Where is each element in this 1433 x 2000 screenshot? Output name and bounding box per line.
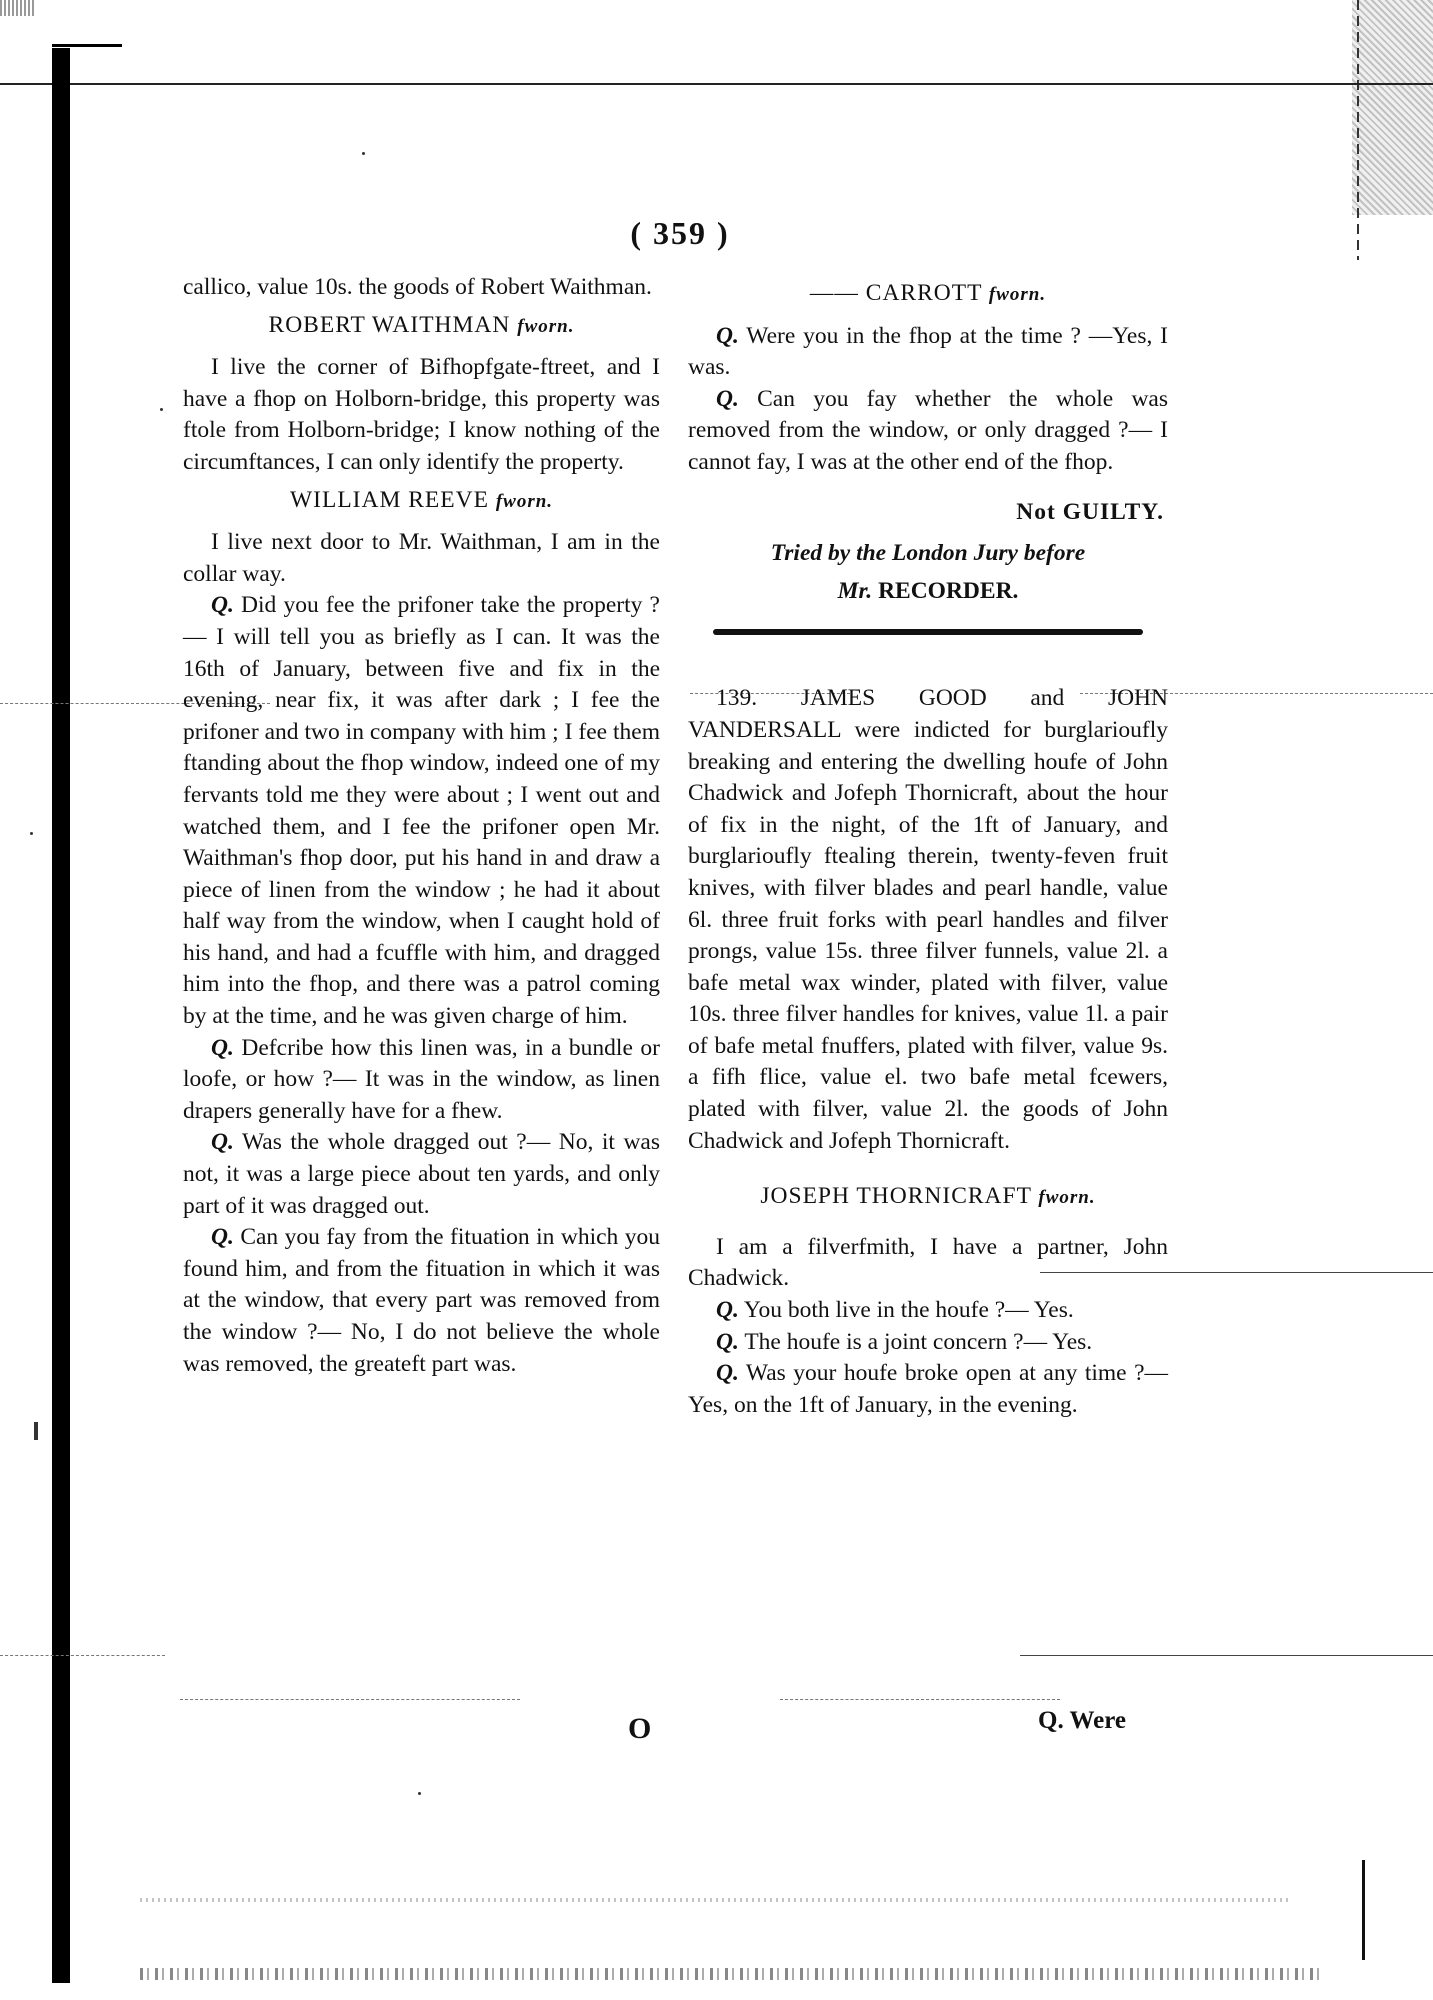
jury-note: Tried by the London Jury before xyxy=(770,540,1086,567)
paragraph: I live the corner of Bifhopfgate-ftreet, and I have a fhop on Holborn-bridge, this property was ftole from Holborn-bridge; I know nothing of the circumftances, I can only identify the property. xyxy=(183,354,660,475)
question-answer xyxy=(183,1127,660,1222)
judge-name: RECORDER. xyxy=(878,577,1019,604)
sworn-label: fworn. xyxy=(517,315,575,337)
sworn-label: fworn. xyxy=(988,284,1047,305)
question-text: Did you fee the prifoner take the property ?— I will tell you as briefly as I can. It was the 16th of January, between five and fix in the evening, near fix, it was after dark ; I fee the prifoner and two in company with him ; I fee them ftanding about the fhop window, indeed one of my fervants told me they were about ; I went out and watched them, and I fee the prifoner open Mr. Waithman's fhop door, put his hand in and draw a piece of linen from the window ; he had it about half way from the window, when I caught hold of his hand, and had a fcuffle with him, and dragged him into the fhop, and there was a patrol coming by at the time, and he was given charge of him. xyxy=(183,592,660,1030)
scan-noise xyxy=(140,1968,1320,1980)
witness-name: ROBERT WAITHMAN xyxy=(268,311,511,338)
witness-name: JOSEPH THORNICRAFT xyxy=(760,1183,1032,1210)
question-text: The houfe is a joint concern ?— Yes. xyxy=(744,1328,1093,1355)
question-answer xyxy=(688,1327,1168,1359)
case-indictment: 139. JAMES GOOD and JOHN VANDERSALL were indicted for burglarioufly breaking and entering the dwelling houfe of John Chadwick and Jofeph Thornicraft, about the hour of fix in the night, of the 1ft of January, and burglarioufly ftealing therein, twenty-feven fruit knives, with filver blades and pearl handle, value 6l. three fruit forks with pearl handles and filver prongs, value 15s. three filver funnels, value 2l. a bafe metal wax winder, plated with filver, value 10s. three filver handles for knives, value 1l. a pair of bafe metal fnuffers, plated with filver, value 9s. a fifh flice, value el. two bafe metal fcewers, plated with filver, value 2l. the goods of John Chadwick and Jofeph Thornicraft. xyxy=(688,685,1168,1154)
witness-heading xyxy=(183,485,660,518)
question-answer xyxy=(688,384,1168,479)
judge-title: Mr. xyxy=(837,577,873,604)
scan-margin-line-lower xyxy=(1362,1860,1365,1960)
page-number: ( 359 ) xyxy=(630,215,730,251)
adjacent-page-edge xyxy=(1352,0,1433,215)
question-text: Defcribe how this linen was, in a bundle or loofe, or how ?— It was in the window, as linen drapers generally have for a fhew. xyxy=(183,1034,660,1124)
question-mark: Q. xyxy=(716,1297,739,1324)
question-answer xyxy=(183,1033,660,1128)
paragraph: I live next door to Mr. Waithman, I am in the collar way. xyxy=(183,529,660,587)
scan-solid-line xyxy=(1020,1655,1433,1656)
question-answer xyxy=(183,1222,660,1380)
scan-margin-line xyxy=(1357,0,1359,260)
witness-name: —— CARROTT xyxy=(809,280,983,306)
question-answer xyxy=(183,590,660,1032)
witness-heading xyxy=(688,1181,1168,1214)
scan-top-rule xyxy=(0,83,1433,85)
scan-dash-line xyxy=(180,1699,520,1700)
scan-edge-mark xyxy=(0,0,36,16)
paragraph: I am a filverfmith, I have a partner, John Chadwick. xyxy=(688,1233,1168,1292)
scan-dash-line xyxy=(780,1699,1060,1700)
paragraph: callico, value 10s. the goods of Robert Waithman. xyxy=(183,274,652,300)
question-mark: Q. xyxy=(211,1034,234,1061)
right-column xyxy=(688,272,1168,1421)
question-mark: Q. xyxy=(211,592,234,619)
signature-mark: O xyxy=(628,1712,652,1745)
sworn-label: fworn. xyxy=(495,490,554,512)
judge-line xyxy=(688,576,1168,608)
question-text: Can you fay whether the whole was removed from the window, or only dragged ?— I cannot fay, I was at the other end of the fhop. xyxy=(688,385,1169,475)
question-text: Were you in the fhop at the time ? —Yes, I was. xyxy=(688,322,1169,381)
question-mark: Q. xyxy=(211,1129,234,1156)
scan-dash-line xyxy=(0,1655,165,1656)
witness-heading xyxy=(183,310,660,343)
binding-hook xyxy=(52,44,122,47)
question-mark: Q. xyxy=(716,385,739,412)
binding-spine xyxy=(52,48,70,1983)
catchword: Q. Were xyxy=(1038,1707,1126,1734)
left-column xyxy=(183,272,660,1380)
question-text: Was your houfe broke open at any time ?— Yes, on the 1ft of January, in the evening. xyxy=(688,1360,1168,1418)
question-text: Can you fay from the fituation in which you found him, and from the fituation in which it was at the window, that every part was removed from the window ?— No, I do not believe the whole was removed, the greateft part was. xyxy=(183,1224,660,1377)
question-mark: Q. xyxy=(716,322,739,349)
witness-heading xyxy=(688,278,1168,311)
question-answer xyxy=(688,321,1168,384)
verdict: Not GUILTY. xyxy=(1016,498,1164,525)
separator-gap xyxy=(688,635,1168,683)
question-text: Was the whole dragged out ?— No, it was not, it was a large piece about ten yards, and only part of it was dragged out. xyxy=(183,1129,660,1219)
question-answer xyxy=(688,1295,1168,1327)
question-text: You both live in the houfe ?— Yes. xyxy=(743,1297,1074,1324)
question-mark: Q. xyxy=(211,1224,234,1251)
question-mark: Q. xyxy=(716,1328,739,1355)
witness-name: WILLIAM REEVE xyxy=(289,486,489,513)
question-answer xyxy=(688,1358,1168,1421)
question-mark: Q. xyxy=(716,1360,739,1387)
sworn-label: fworn. xyxy=(1038,1187,1096,1209)
scan-noise xyxy=(140,1898,1290,1902)
